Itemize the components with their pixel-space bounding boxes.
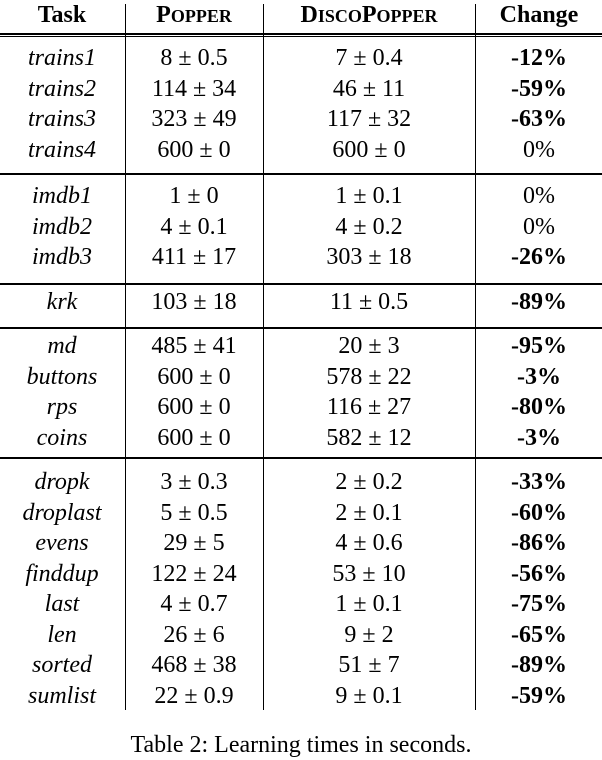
table-row <box>0 331 602 361</box>
header-disco-popper-rest: OPPER <box>376 6 438 26</box>
table-row <box>0 43 602 73</box>
table-caption: Table 2: Learning times in seconds. <box>130 732 472 758</box>
discopopper-cell: 7 ± 0.4 <box>335 45 403 71</box>
popper-cell: 26 ± 6 <box>163 622 225 648</box>
task-cell: trains1 <box>27 45 96 71</box>
change-cell: -65% <box>511 622 567 648</box>
vertical-rule <box>125 4 126 710</box>
discopopper-cell: 4 ± 0.2 <box>335 214 403 240</box>
table-row <box>0 650 602 680</box>
header-popper-rest: OPPER <box>170 6 232 26</box>
table-row <box>0 74 602 104</box>
popper-cell: 600 ± 0 <box>157 394 231 420</box>
table-row <box>0 392 602 422</box>
discopopper-cell: 2 ± 0.2 <box>335 469 403 495</box>
change-cell: -56% <box>511 561 567 587</box>
task-cell: trains3 <box>27 106 96 132</box>
discopopper-cell: 4 ± 0.6 <box>335 530 403 556</box>
popper-cell: 600 ± 0 <box>157 425 231 451</box>
discopopper-cell: 2 ± 0.1 <box>335 500 403 526</box>
discopopper-cell: 582 ± 12 <box>326 425 412 451</box>
task-cell: last <box>44 591 80 617</box>
header-disco-popper-initial: P <box>361 2 377 28</box>
change-cell: -89% <box>511 652 567 678</box>
discopopper-cell: 9 ± 2 <box>344 622 394 648</box>
task-cell: imdb1 <box>32 183 92 209</box>
task-cell: sorted <box>32 652 92 678</box>
task-cell: coins <box>36 425 88 451</box>
discopopper-cell: 11 ± 0.5 <box>329 289 409 315</box>
discopopper-cell: 9 ± 0.1 <box>335 683 403 709</box>
task-cell: finddup <box>25 561 99 587</box>
popper-cell: 600 ± 0 <box>157 137 231 163</box>
change-cell: -3% <box>517 364 561 390</box>
change-cell: -95% <box>511 333 567 359</box>
popper-cell: 600 ± 0 <box>157 364 231 390</box>
header-discopopper <box>264 0 474 30</box>
horizontal-rule <box>0 173 602 175</box>
table-row <box>0 423 602 453</box>
header-row <box>0 0 602 30</box>
vertical-rule <box>263 4 264 710</box>
discopopper-cell: 117 ± 32 <box>326 106 412 132</box>
popper-cell: 22 ± 0.9 <box>154 683 234 709</box>
table-row <box>0 287 602 317</box>
change-cell: -26% <box>511 244 567 270</box>
table-row <box>0 620 602 650</box>
popper-cell: 485 ± 41 <box>151 333 237 359</box>
task-cell: trains2 <box>27 76 96 102</box>
change-cell: -12% <box>511 45 567 71</box>
change-cell: -60% <box>511 500 567 526</box>
popper-cell: 5 ± 0.5 <box>160 500 228 526</box>
change-cell: -75% <box>511 591 567 617</box>
table-row <box>0 467 602 497</box>
task-cell: evens <box>35 530 89 556</box>
task-cell: len <box>47 622 77 648</box>
vertical-rule <box>475 4 476 710</box>
discopopper-cell: 1 ± 0.1 <box>335 183 403 209</box>
change-cell: 0% <box>523 214 555 240</box>
discopopper-cell: 303 ± 18 <box>326 244 412 270</box>
change-cell: -63% <box>511 106 567 132</box>
change-cell: 0% <box>523 137 555 163</box>
task-cell: imdb2 <box>32 214 92 240</box>
discopopper-cell: 1 ± 0.1 <box>335 591 403 617</box>
change-cell: -89% <box>511 289 567 315</box>
change-cell: -80% <box>511 394 567 420</box>
header-popper <box>126 0 262 30</box>
popper-cell: 468 ± 38 <box>151 652 237 678</box>
header-disco-initial: D <box>300 2 318 28</box>
popper-cell: 29 ± 5 <box>163 530 225 556</box>
table-row <box>0 181 602 211</box>
task-cell: rps <box>46 394 78 420</box>
discopopper-cell: 51 ± 7 <box>338 652 400 678</box>
horizontal-rule <box>0 33 602 35</box>
task-cell: dropk <box>34 469 90 495</box>
table-row <box>0 681 602 711</box>
popper-cell: 8 ± 0.5 <box>160 45 228 71</box>
discopopper-cell: 116 ± 27 <box>326 394 412 420</box>
horizontal-rule <box>0 327 602 329</box>
change-cell: -3% <box>517 425 561 451</box>
task-cell: buttons <box>26 364 98 390</box>
popper-cell: 1 ± 0 <box>169 183 219 209</box>
popper-cell: 103 ± 18 <box>151 289 237 315</box>
discopopper-cell: 53 ± 10 <box>332 561 406 587</box>
change-cell: 0% <box>523 183 555 209</box>
change-cell: -59% <box>511 683 567 709</box>
table-row <box>0 242 602 272</box>
popper-cell: 3 ± 0.3 <box>160 469 228 495</box>
table-row <box>0 559 602 589</box>
table-row <box>0 589 602 619</box>
popper-cell: 4 ± 0.1 <box>160 214 228 240</box>
task-cell: md <box>47 333 77 359</box>
discopopper-cell: 20 ± 3 <box>338 333 400 359</box>
table-row <box>0 362 602 392</box>
header-disco-rest: ISCO <box>317 6 362 26</box>
popper-cell: 323 ± 49 <box>151 106 237 132</box>
task-cell: sumlist <box>27 683 96 709</box>
table-row <box>0 528 602 558</box>
task-cell: krk <box>46 289 78 315</box>
horizontal-rule <box>0 457 602 459</box>
horizontal-rule <box>0 36 602 37</box>
discopopper-cell: 578 ± 22 <box>326 364 412 390</box>
table-row <box>0 498 602 528</box>
popper-cell: 4 ± 0.7 <box>160 591 228 617</box>
task-cell: droplast <box>22 500 102 526</box>
header-task: Task <box>37 2 87 28</box>
horizontal-rule <box>0 283 602 285</box>
task-cell: trains4 <box>27 137 96 163</box>
change-cell: -86% <box>511 530 567 556</box>
table-row <box>0 104 602 134</box>
popper-cell: 122 ± 24 <box>151 561 237 587</box>
change-cell: -59% <box>511 76 567 102</box>
change-cell: -33% <box>511 469 567 495</box>
header-change: Change <box>499 2 579 28</box>
table-row <box>0 135 602 165</box>
discopopper-cell: 46 ± 11 <box>332 76 406 102</box>
popper-cell: 411 ± 17 <box>151 244 237 270</box>
task-cell: imdb3 <box>32 244 92 270</box>
table-row <box>0 212 602 242</box>
header-popper-initial: P <box>156 2 171 28</box>
discopopper-cell: 600 ± 0 <box>332 137 406 163</box>
popper-cell: 114 ± 34 <box>151 76 237 102</box>
